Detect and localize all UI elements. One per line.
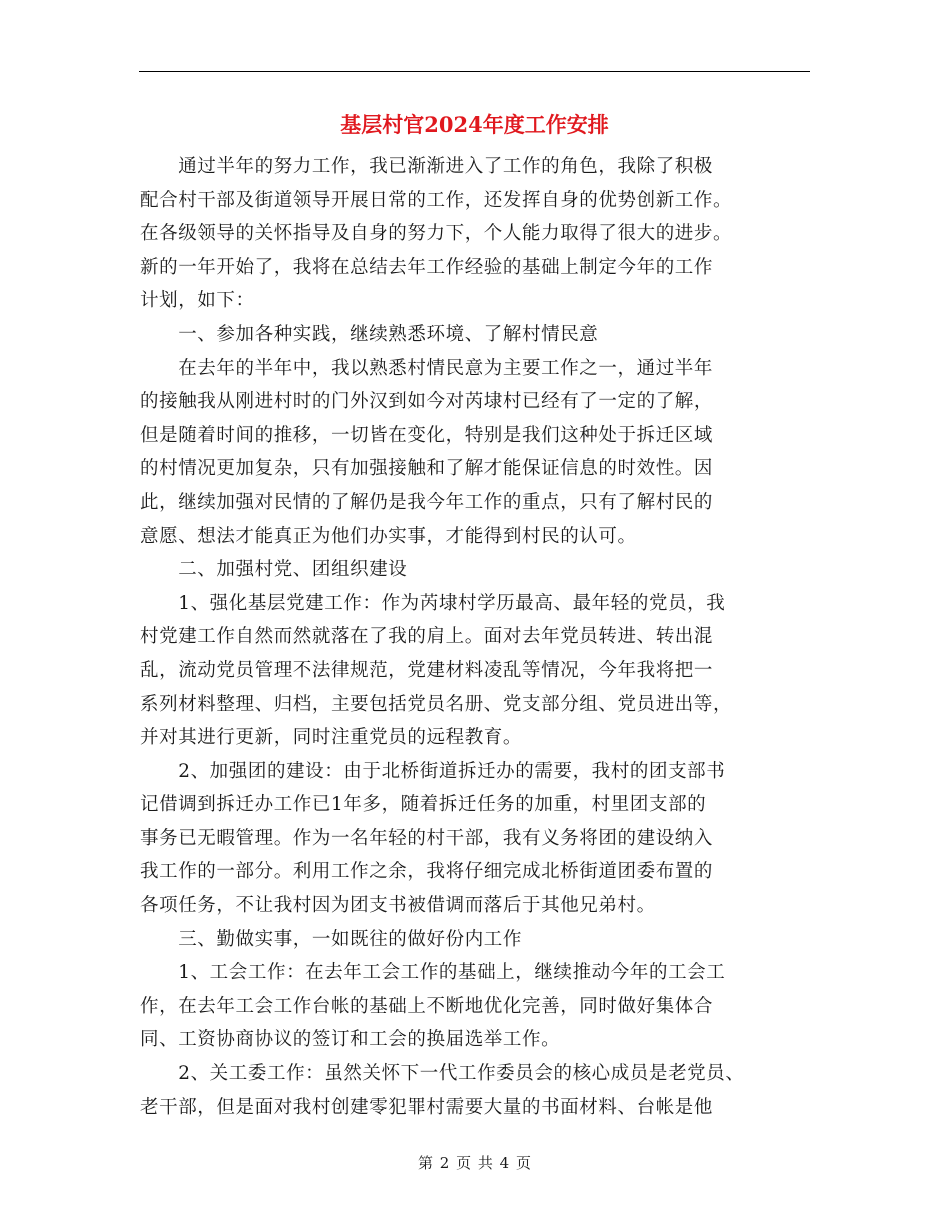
document-body <box>140 150 812 1124</box>
text-line: 但是随着时间的推移，一切皆在变化，特别是我们这种处于拆迁区域 <box>140 424 714 446</box>
text-line: 一、参加各种实践，继续熟悉环境、了解村情民意 <box>140 323 599 345</box>
text-line: 同、工资协商协议的签订和工会的换届选举工作。 <box>140 1029 561 1051</box>
text-line: 系列材料整理、归档，主要包括党员名册、党支部分组、党员进出等， <box>140 693 733 715</box>
text-line: 事务已无暇管理。作为一名年轻的村干部，我有义务将团的建设纳入 <box>140 827 714 849</box>
text-line: 在去年的半年中，我以熟悉村情民意为主要工作之一，通过半年 <box>140 357 714 379</box>
text-line: 意愿、想法才能真正为他们办实事，才能得到村民的认可。 <box>140 525 637 547</box>
text-line: 并对其进行更新，同时注重党员的远程教育。 <box>140 727 523 749</box>
text-line: 记借调到拆迁办工作已1年多，随着拆迁任务的加重，村里团支部的 <box>140 794 707 816</box>
header-rule <box>139 71 810 72</box>
text-line: 村党建工作自然而然就落在了我的肩上。面对去年党员转进、转出混 <box>140 626 714 648</box>
text-line: 的接触我从刚进村时的门外汉到如今对芮埭村已经有了一定的了解， <box>140 391 714 413</box>
text-line: 老干部，但是面对我村创建零犯罪村需要大量的书面材料、台帐是他 <box>140 1096 714 1118</box>
text-line: 在各级领导的关怀指导及自身的努力下，个人能力取得了很大的进步。 <box>140 223 733 245</box>
text-line: 此，继续加强对民情的了解仍是我今年工作的重点，只有了解村民的 <box>140 491 714 513</box>
text-line: 三、勤做实事，一如既往的做好份内工作 <box>140 928 523 950</box>
text-line: 我工作的一部分。利用工作之余，我将仔细完成北桥街道团委布置的 <box>140 861 714 883</box>
text-line: 乱，流动党员管理不法律规范，党建材料凌乱等情况，今年我将把一 <box>140 659 714 681</box>
text-line: 2、加强团的建设：由于北桥街道拆迁办的需要，我村的团支部书 <box>140 760 726 782</box>
text-line: 二、加强村党、团组织建设 <box>140 559 408 581</box>
text-line: 的村情况更加复杂，只有加强接触和了解才能保证信息的时效性。因 <box>140 458 714 480</box>
text-line: 作，在去年工会工作台帐的基础上不断地优化完善，同时做好集体合 <box>140 995 714 1017</box>
text-line: 各项任务，不让我村因为团支书被借调而落后于其他兄弟村。 <box>140 895 656 917</box>
text-line: 新的一年开始了，我将在总结去年工作经验的基础上制定今年的工作 <box>140 256 714 278</box>
text-line: 计划，如下： <box>140 290 255 312</box>
text-line: 配合村干部及街道领导开展日常的工作，还发挥自身的优势创新工作。 <box>140 189 733 211</box>
text-line: 1、强化基层党建工作：作为芮埭村学历最高、最年轻的党员，我 <box>140 592 726 614</box>
text-line: 2、关工委工作：虽然关怀下一代工作委员会的核心成员是老党员、 <box>140 1063 745 1085</box>
page-footer: 第 2 页 共 4 页 <box>418 1154 532 1172</box>
text-line: 1、工会工作：在去年工会工作的基础上，继续推动今年的工会工 <box>140 962 726 984</box>
document-title: 基层村官2024年度工作安排 <box>340 112 609 137</box>
text-line: 通过半年的努力工作，我已渐渐进入了工作的角色，我除了积极 <box>140 156 714 177</box>
